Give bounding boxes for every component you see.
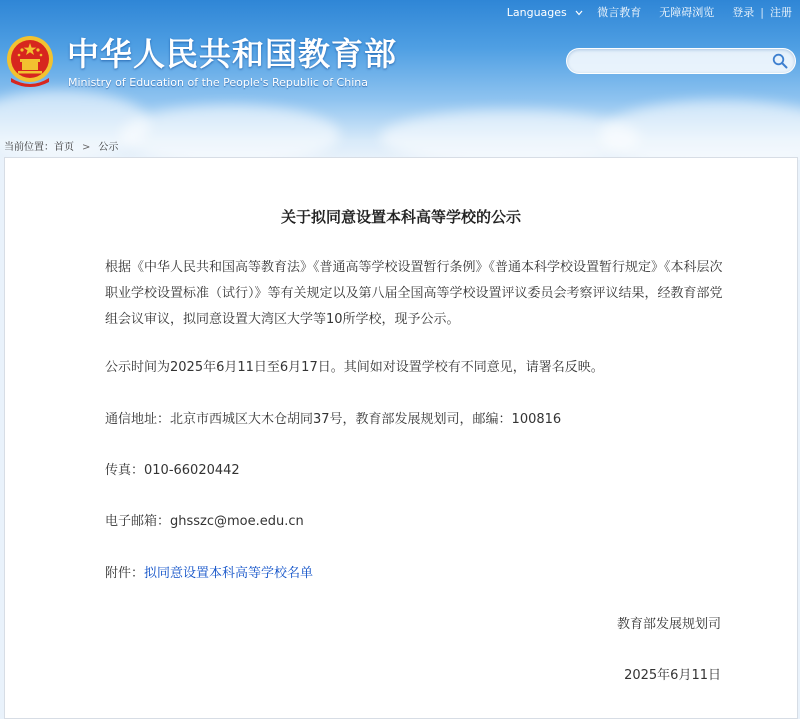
cloud-decoration [120,105,340,160]
site-subtitle: Ministry of Education of the People's Republic of China [68,76,368,89]
contact-address: 通信地址：北京市西城区大木仓胡同37号，教育部发展规划司，邮编：100816 [105,412,562,427]
article-paragraph-intro [105,255,731,333]
publish-date: 2025年6月11日 [624,668,721,683]
attachment-label: 附件： [105,566,145,581]
breadcrumb [4,138,118,153]
signature: 教育部发展规划司 [616,617,721,632]
search-input[interactable] [577,52,771,72]
top-nav [507,4,792,20]
site-header [0,0,800,160]
wechat-link[interactable]: 微言教育 [597,6,642,19]
breadcrumb-arrow: > [82,142,91,153]
languages-label: Languages [506,5,567,19]
breadcrumb-current[interactable]: 公示 [98,142,119,153]
paragraph-text: 根据《中华人民共和国高等教育法》《普通高等学校设置暂行条例》《普通本科学校设置暂行规定》《本科层次职业学校设置标准（试行）》等有关规定以及第八届全国高等学校设置评议委员会考察评议结果，经教育部党组会议审议，拟同意设置大湾区大学等10所学校，现予公示。 [105,260,723,327]
search-box [566,48,796,74]
article-paragraph-period: 公示时间为2025年6月11日至6月17日。其间如对设置学校有不同意见，请署名反映。 [105,360,604,375]
login-link[interactable]: 登录 [732,6,755,19]
breadcrumb-label: 当前位置： [4,142,54,153]
contact-email: 电子邮箱：ghsszc@moe.edu.cn [105,514,304,529]
cloud-decoration [600,100,800,160]
languages-menu[interactable] [507,6,584,19]
breadcrumb-home[interactable]: 首页 [54,142,74,153]
accessibility-link[interactable]: 无障碍浏览 [659,6,715,19]
national-emblem-icon[interactable] [5,34,55,88]
attachment-line [105,561,731,587]
article-panel [4,157,798,719]
search-icon[interactable] [772,53,788,69]
article-title: 关于拟同意设置本科高等学校的公示 [280,208,521,226]
contact-fax: 传真：010-66020442 [105,463,240,478]
chevron-down-icon [575,10,583,16]
attachment-link[interactable]: 拟同意设置本科高等学校名单 [144,566,314,581]
register-link[interactable]: 注册 [770,6,792,19]
site-title[interactable]: 中华人民共和国教育部 [67,35,398,73]
nav-separator: | [760,5,764,19]
